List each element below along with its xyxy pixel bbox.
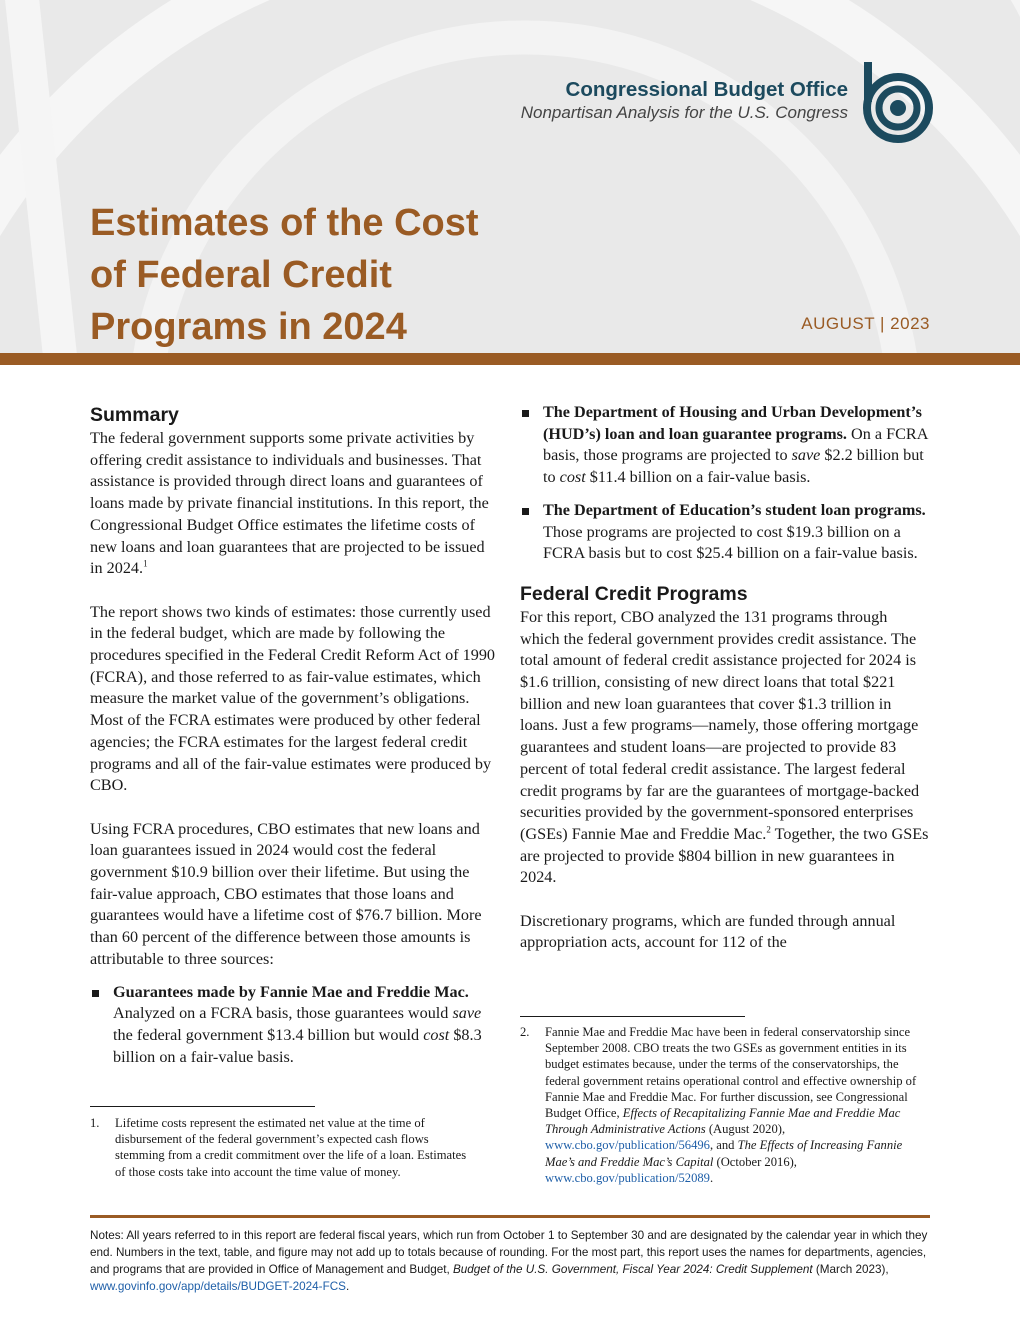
credit-programs-heading: Federal Credit Programs: [520, 582, 748, 605]
bullet-fannie-freddie: [90, 982, 500, 1069]
bullet-emphasis: cost: [423, 1025, 450, 1044]
publication-date: AUGUST | 2023: [801, 314, 930, 333]
footnote-2-text: .: [709, 1170, 714, 1185]
summary-paragraph-1: [90, 428, 500, 580]
summary-bullets-left: [90, 982, 500, 1069]
footnote-1-body: [90, 1115, 475, 1180]
bullet-text: On a FCRA basis, those programs are projected to: [543, 424, 928, 465]
bullet-lead: Guarantees made by Fannie Mae and Freddie Mac.: [113, 982, 469, 1001]
footnote-2-text: Fannie Mae and Freddie Mac have been in federal conservatorship since September 2008. CBO treats the two GSEs as government entities in its budget estimates because, under the terms of the conservatorships, the federal government retains operational control and effective ownership of Fannie Mae and Freddie Mac. For further discussion, see Congressional Budget Office,: [545, 1025, 917, 1121]
header-rule: [0, 353, 1020, 365]
footnote-2: [520, 1016, 930, 1186]
bullet-hud: [520, 402, 930, 489]
credit-p1-text-end: Together, the two GSEs are projected to provide $804 billion in new guarantees in 2024.: [520, 824, 929, 887]
credit-programs-paragraph-2: Discretionary programs, which are funded through annual appropriation acts, account for 112 of the: [520, 911, 896, 952]
footnote-ref-2: 2: [766, 824, 771, 835]
org-tagline: Nonpartisan Analysis for the U.S. Congress: [520, 103, 848, 122]
cbo-brand: [521, 78, 848, 124]
bullet-square-icon: [522, 508, 529, 515]
footnote-2-text: (October 2016),: [713, 1154, 797, 1169]
title-line-3: Programs in 2024: [90, 306, 407, 348]
report-title: [90, 197, 610, 353]
bullet-text: Analyzed on a FCRA basis, those guarantees would: [113, 1004, 453, 1023]
title-line-1: Estimates of the Cost: [90, 202, 479, 244]
notes-rule: [90, 1215, 930, 1218]
report-notes: [90, 1227, 930, 1295]
footnote-2-body: [520, 1024, 930, 1186]
credit-p1-text: For this report, CBO analyzed the 131 programs through which the federal government provides credit assistance. The total amount of federal credit assistance projected for 2024 is $1.6 trillion, consisting of new direct loans that total $221 billion and new loan guarantees that cover $1.3 trillion in loans. Just a few programs—namely, those offering mortgage guarantees and student loans—are projected to provide 83 percent of total federal credit assistance. The largest federal credit programs by far are the guarantees of mortgage-backed securities provided by the government-sponsored enterprises (GSEs) Fannie Mae and Freddie Mac.: [520, 607, 920, 843]
bullet-square-icon: [92, 990, 99, 997]
bullet-text: Those programs are projected to cost $19.3 billion on a FCRA basis but to cost $25.4 billion on a fair-value basis.: [543, 522, 918, 563]
bullet-text: the federal government $13.4 billion but would: [113, 1025, 424, 1044]
footnote-2-cited-title: Effects of Recapitalizing Fannie Mae and Freddie Mac Through Administrative Actions: [545, 1106, 901, 1137]
summary-bullets-right: [520, 402, 930, 565]
report-header: [0, 0, 1020, 356]
cbo-logo-icon: [862, 62, 934, 144]
notes-text: Notes: All years referred to in this report are federal fiscal years, which run from October 1 to September 30 and are designated by the calendar year in which they end. Numbers in the text, table, and figure may not add up to totals because of rounding. For the most part, this report uses the names for departments, agencies, and programs that are provided in Office of Management and Budget,: [90, 1229, 928, 1276]
left-column: [90, 402, 500, 1079]
footnote-1: [90, 1106, 475, 1180]
summary-p1-text: The federal government supports some private activities by offering credit assistance to individuals and businesses. That assistance is provided through direct loans and guarantees of loans made by private financial institutions. In this report, the Congressional Budget Office estimates the lifetime costs of new loans and loan guarantees that are projected to be issued in 2024.: [90, 429, 489, 578]
footnote-ref-1: 1: [143, 558, 148, 569]
title-line-2: of Federal Credit: [90, 254, 392, 296]
notes-cited-title: Budget of the U.S. Government, Fiscal Year 2024: Credit Supplement: [452, 1263, 813, 1276]
right-column: [520, 402, 930, 954]
bullet-education: [520, 500, 930, 565]
footnote-1-text: Lifetime costs represent the estimated net value at the time of disbursement of the federal government’s expected cash flows stemming from a credit commitment over the life of a loan. Estimates of those costs take into account the time value of money.: [115, 1116, 467, 1179]
bullet-text: $11.4 billion on a fair-value basis.: [585, 468, 811, 487]
notes-text: (March 2023),: [812, 1263, 889, 1276]
footnote-2-link-2[interactable]: www.cbo.gov/publication/52089: [545, 1170, 710, 1185]
summary-paragraph-2: The report shows two kinds of estimates: those currently used in the federal budget, which are made by following the procedures specified in the Federal Credit Reform Act of 1990 (FCRA), and those referred to as fair-value estimates, which measure the market value of the government’s obligations. Most of the FCRA estimates were produced by other federal agencies; the FCRA estimates for the largest federal credit programs and all of the fair-value estimates were produced by CBO.: [90, 602, 496, 795]
bullet-emphasis: save: [452, 1004, 482, 1023]
bullet-lead: The Department of Housing and Urban Development’s (HUD’s) loan and loan guarantee programs.: [543, 403, 922, 443]
bullet-text: $2.2 billion but to: [543, 446, 924, 487]
bullet-emphasis: cost: [559, 468, 586, 487]
footnote-2-number: 2.: [520, 1025, 530, 1039]
footnote-2-link-1[interactable]: www.cbo.gov/publication/56496: [545, 1138, 710, 1153]
notes-text: .: [345, 1280, 350, 1293]
footnote-2-text: (August 2020),: [705, 1122, 786, 1137]
footnote-1-number: 1.: [90, 1116, 100, 1130]
summary-paragraph-3: Using FCRA procedures, CBO estimates that new loans and loan guarantees issued in 2024 would cost the federal government $10.9 billion over their lifetime. But using the fair-value approach, CBO estimates that those loans and guarantees would have a lifetime cost of $76.7 billion. More than 60 percent of the difference between those amounts is attributable to three sources:: [90, 819, 482, 968]
credit-programs-paragraph-1: [520, 607, 930, 889]
bullet-lead: The Department of Education’s student loan programs.: [543, 500, 926, 519]
bullet-square-icon: [522, 410, 529, 417]
notes-link[interactable]: www.govinfo.gov/app/details/BUDGET-2024-FCS: [90, 1280, 346, 1293]
footnote-2-cited-title: The Effects of Increasing Fannie Mae’s and Freddie Mac’s Capital: [545, 1138, 903, 1169]
footnote-rule: [90, 1106, 315, 1107]
summary-heading: Summary: [90, 404, 179, 426]
bullet-text: $8.3 billion on a fair-value basis.: [113, 1025, 482, 1066]
org-name: Congressional Budget Office: [565, 78, 848, 101]
footnote-2-text: , and: [709, 1138, 738, 1153]
bullet-emphasis: save: [791, 446, 821, 465]
footnote-rule: [520, 1016, 745, 1017]
